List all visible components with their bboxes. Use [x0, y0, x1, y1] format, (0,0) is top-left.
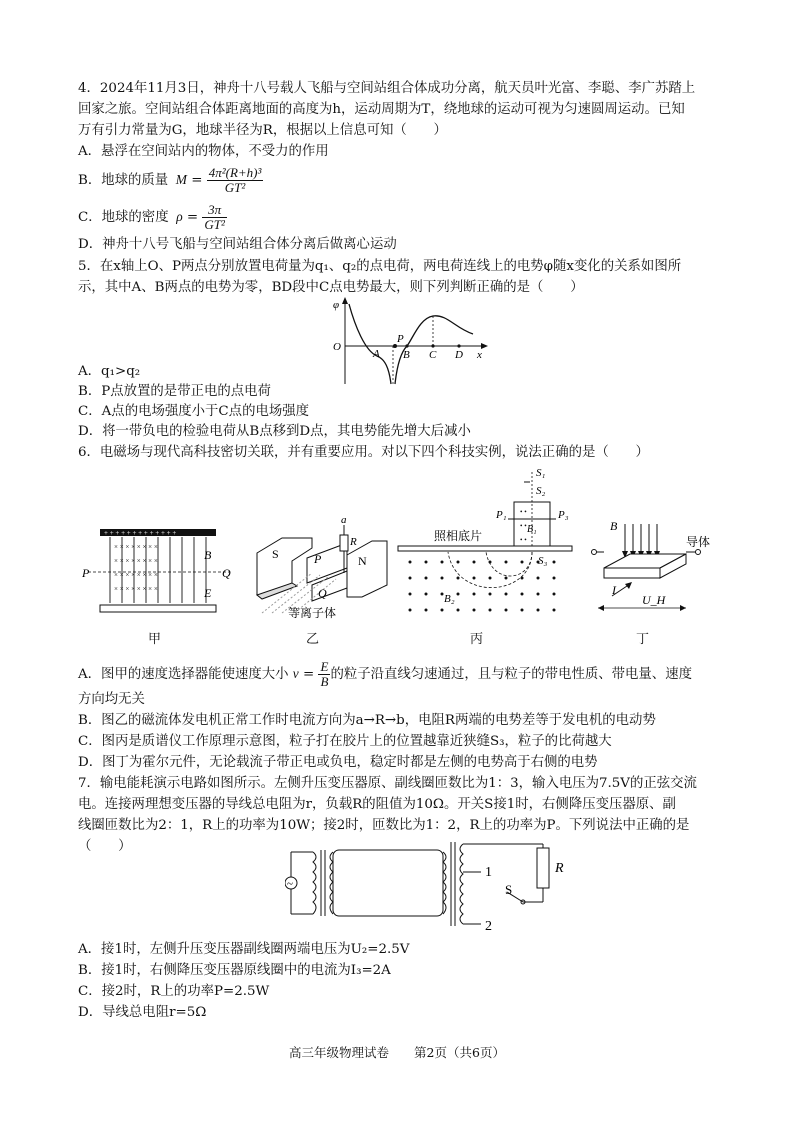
q7-switch-label: S: [505, 882, 513, 897]
q7-option-d: D．导线总电阻r=5Ω: [78, 1005, 207, 1020]
q6-stem: 6．电磁场与现代高科技密切关联，并有重要应用。对以下四个科技实例，说法正确的是（ ）: [78, 445, 649, 460]
q7-stem-line2: 电。连接两理想变压器的导线总电阻为r，负载R的阻值为10Ω。开关S接1时，右侧降压变压器原、副: [78, 797, 676, 812]
q5-stem-line1: 5．在x轴上O、P两点分别放置电荷量为q₁、q₂的点电荷，两电荷连线上的电势φ随x变化的关系如图所: [78, 259, 682, 274]
svg-text:× × × × × × × ×: × × × × × × × ×: [114, 585, 158, 593]
q6-option-a-label: A．图甲的速度选择器能使速度大小: [78, 667, 289, 682]
q6-caption-bing: 丙: [470, 632, 484, 647]
q4-option-b-label: B．地球的质量: [78, 173, 169, 188]
q6-caption-yi: 乙: [306, 632, 320, 647]
q4-stem-line3: 万有引力常量为G，地球半径为R，根据以上信息可知（ ）: [78, 123, 447, 138]
q5-potential-graph: [325, 296, 490, 388]
q5-label-c: C: [429, 349, 437, 361]
q5-option-d: D．将一带负电的检验电荷从B点移到D点，其电势能先增大后减小: [78, 424, 471, 439]
q6-option-b: B．图乙的磁流体发电机正常工作时电流方向为a→R→b，电阻R两端的电势差等于发电机的电动势: [78, 713, 656, 728]
svg-text:• •: • •: [520, 522, 527, 530]
q5-option-c: C．A点的电场强度小于C点的电场强度: [78, 404, 310, 419]
q5-label-a: A: [373, 348, 380, 360]
q6-jia-label-b: B: [204, 548, 212, 562]
q7-option-b: B．接1时，右侧降压变压器原线圈中的电流为I₃=2A: [78, 963, 391, 978]
q6-bing-label-film: 照相底片: [434, 529, 483, 543]
q6-yi-label-s: S: [272, 547, 279, 561]
q6-bing-label-s3: S₃: [538, 555, 548, 567]
q6-bing-label-p1: P₁: [496, 509, 507, 521]
q7-stem-line4: （ ）: [78, 839, 132, 854]
q7-circuit-diagram: [285, 836, 585, 936]
q5-axis-phi: φ: [333, 299, 340, 311]
q6-jia-label-p: P: [82, 566, 90, 580]
q6-option-c: C．图丙是质谱仪工作原理示意图，粒子打在胶片上的位置越靠近狭缝S₃，粒子的比荷越大: [78, 734, 612, 749]
q6-bing-label-s1: S₁: [536, 467, 546, 479]
q6-bing-label-s2: S₂: [536, 485, 546, 497]
svg-text:× × × × × × × ×: × × × × × × × ×: [114, 571, 158, 579]
q6-fig-jia-velocity-selector: [82, 527, 242, 617]
q6-fig-bing-mass-spectrometer: [396, 462, 576, 622]
q6-caption-jia: 甲: [148, 632, 162, 647]
q6-ding-label-b: B: [610, 519, 618, 533]
q6-jia-label-q: Q: [222, 566, 231, 580]
q6-ding-label-conductor: 导体: [686, 535, 711, 549]
svg-text:× × × × × × × ×: × × × × × × × ×: [114, 557, 158, 565]
q4-option-b-formula: $\frac{\text{4π²(R+h)³}}{\text{GT²}}$: [208, 165, 262, 195]
q7-option-a: A．接1时，左侧升压变压器副线圈两端电压为U₂=2.5V: [78, 942, 410, 957]
q7-tap-label-2: 2: [485, 919, 492, 934]
q6-bing-label-b2: B₂: [444, 593, 455, 605]
q6-yi-label-r: R: [350, 536, 357, 548]
q5-label-b: B: [403, 349, 410, 361]
q7-stem-line3: 线圈匝数比为2：1，R上的功率为10W；接2时，匝数比为1：2，R上的功率为P。下列说法中正确的是: [78, 818, 690, 833]
q4-option-c: C．地球的密度 ρ = $\frac{3\pi}{\text{GT²}}$: [78, 202, 225, 232]
svg-text:+ + + + + + + + + + + + +: + + + + + + + + + + + + +: [104, 529, 177, 537]
svg-text:• •: • •: [520, 508, 527, 516]
q6-fig-yi-mhd-generator: [252, 513, 392, 623]
q4-option-b: B．地球的质量 M = $\frac{\text{4π²(R+h)³}}{\text{GT²}}$: [78, 165, 262, 195]
q6-bing-label-p3: P₃: [558, 509, 569, 521]
q7-tap-label-1: 1: [485, 865, 492, 880]
q5-label-d: D: [455, 349, 463, 361]
q5-label-o: O: [333, 341, 341, 353]
q6-jia-label-e: E: [204, 586, 212, 600]
q5-axis-x: x: [477, 349, 482, 361]
q7-option-c: C．接2时，R上的功率P=2.5W: [78, 984, 270, 999]
q6-ding-label-uh: U_H: [642, 593, 666, 607]
q6-bing-label-b1: B₁: [527, 524, 537, 535]
q6-ding-label-i: I: [612, 583, 616, 597]
q7-ac-source-symbol: ~: [287, 878, 293, 890]
q7-resistor-label: R: [555, 861, 564, 876]
q7-stem-line1: 7．输电能耗演示电路如图所示。左侧升压变压器原、副线圈匝数比为1：3，输入电压为7.5V的正弦交流: [78, 776, 697, 791]
q6-yi-label-q: Q: [318, 586, 327, 600]
svg-text:• •: • •: [520, 536, 527, 544]
page-footer: 高三年级物理试卷 第2页（共6页）: [289, 1045, 505, 1060]
q4-stem-line1: 4．2024年11月3日，神舟十八号载人飞船与空间站组合体成功分离，航天员叶光富、李聪、李广苏踏上: [78, 81, 696, 96]
q4-option-a: A．悬浮在空间站内的物体，不受力的作用: [78, 144, 329, 159]
svg-text:× × × × × × × ×: × × × × × × × ×: [114, 543, 158, 551]
q6-fig-ding-hall-element: [590, 518, 720, 618]
q4-option-d: D．神舟十八号飞船与空间站组合体分离后做离心运动: [78, 237, 397, 252]
q6-option-a-line1: A．图甲的速度选择器能使速度大小 v = $\frac{E}{B}$ 的粒子沿直线匀速通过，且与粒子的带电性质、带电量、速度: [78, 659, 692, 689]
q6-option-a-formula: $\frac{E}{B}$: [320, 659, 329, 689]
q5-label-p: P: [397, 333, 404, 345]
q5-stem-line2: 示，其中A、B两点的电势为零，BD段中C点电势最大，则下列判断正确的是（ ）: [78, 280, 584, 295]
q6-option-a-line2: 方向均无关: [78, 692, 145, 707]
q4-option-c-label: C．地球的密度: [78, 210, 169, 225]
q6-yi-label-a: a: [341, 514, 347, 526]
q4-option-c-formula: $\frac{3\pi}{\text{GT²}}$: [204, 202, 225, 232]
q6-yi-label-n: N: [358, 554, 367, 568]
q4-stem-line2: 回家之旅。空间站组合体距离地面的高度为h，运动周期为T，绕地球的运动可视为匀速圆周运动。已知: [78, 102, 685, 117]
q6-caption-ding: 丁: [636, 632, 650, 647]
q5-option-a: A．q₁>q₂: [78, 364, 141, 379]
q6-yi-label-p: P: [314, 552, 322, 566]
q6-yi-label-plasma: 等离子体: [288, 606, 337, 620]
q6-option-d: D．图丁为霍尔元件，无论载流子带正电或负电，稳定时都是左侧的电势高于右侧的电势: [78, 755, 598, 770]
q5-option-b: B．P点放置的是带正电的点电荷: [78, 384, 271, 399]
